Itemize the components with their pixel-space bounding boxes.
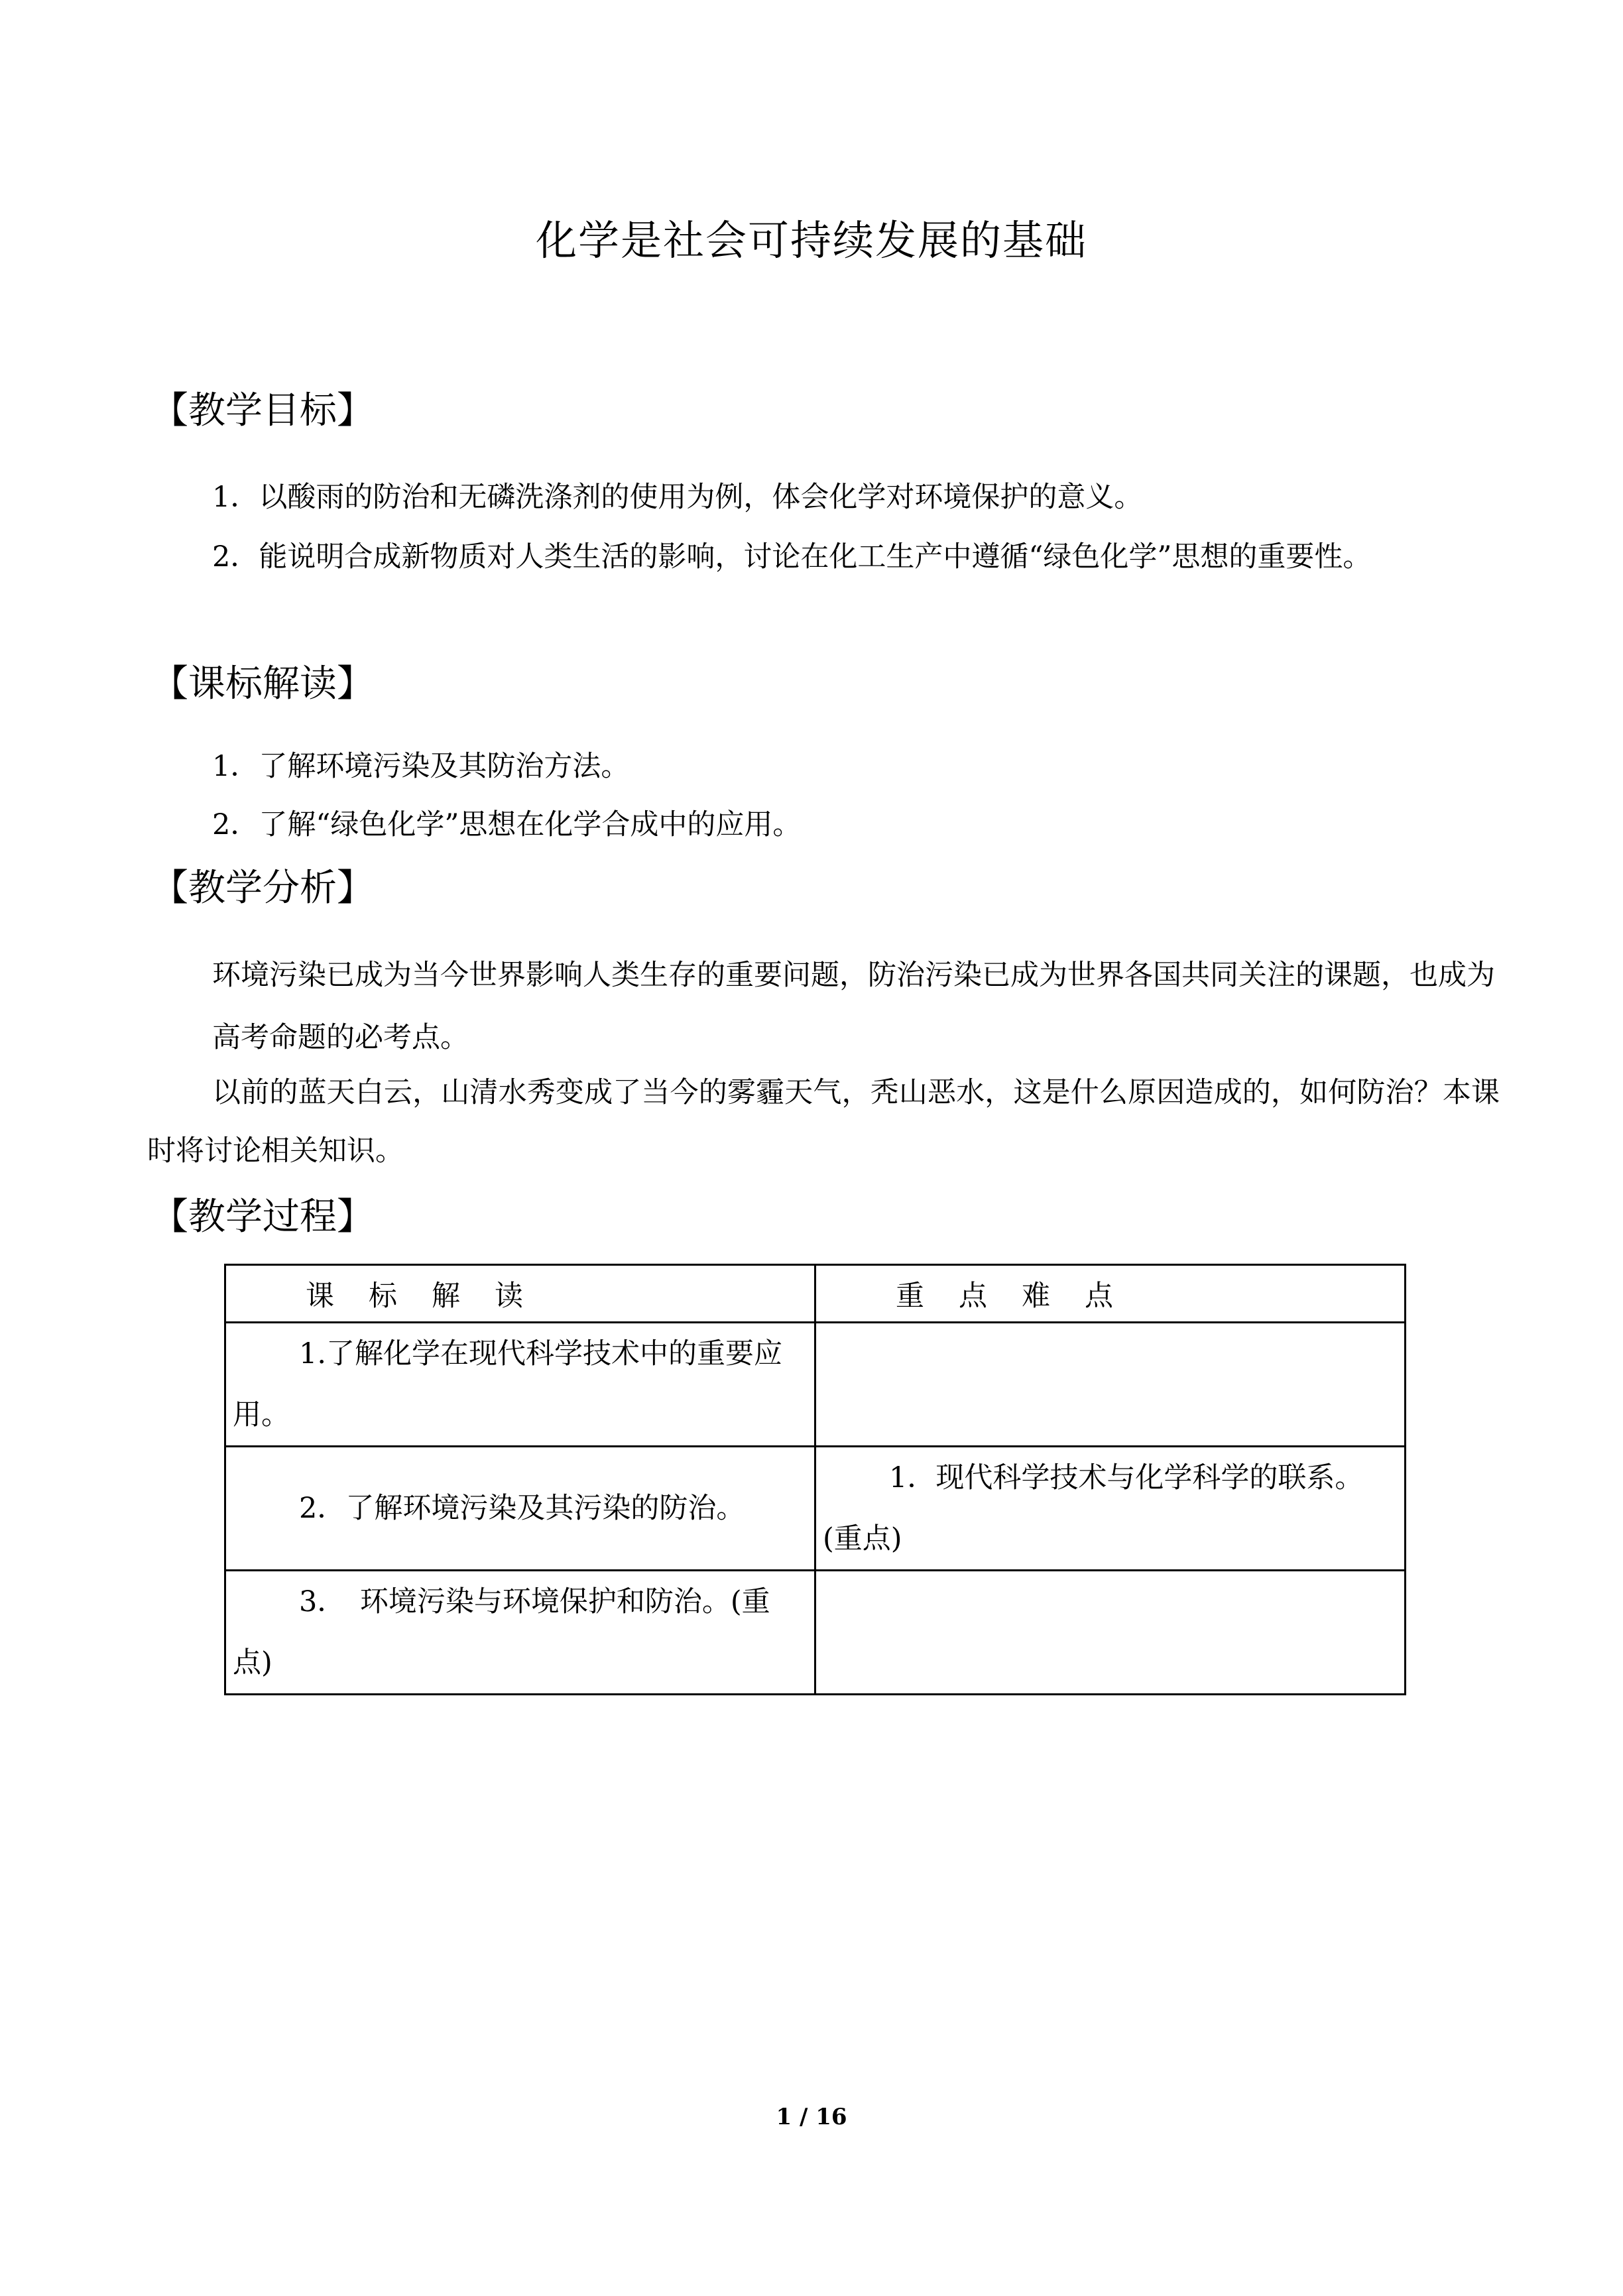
analysis-paragraph-2: 以前的蓝天白云，山清水秀变成了当今的雾霾天气，秃山恶水，这是什么原因造成的，如何防治？本课时将讨论相关知识。 [147,1076,1500,1168]
curriculum-item-2: 2．了解“绿色化学”思想在化学合成中的应用。 [212,808,802,841]
header-curriculum: 课标解读 [225,1265,815,1323]
table-cell-left: 2．了解环境污染及其污染的防治。 [225,1447,815,1571]
table-cell-right [815,1323,1406,1447]
table-row [225,1323,1406,1447]
page-number: 1 / 16 [776,2104,847,2130]
objective-item-1: 1．以酸雨的防治和无磷洗涤剂的使用为例，体会化学对环境保护的意义。 [212,481,1143,514]
analysis-paragraph-1: 环境污染已成为当今世界影响人类生存的重要问题，防治污染已成为世界各国共同关注的课题，也成为高考命题的必考点。 [212,959,1495,1054]
curriculum-item-1: 1．了解环境污染及其防治方法。 [212,750,630,783]
table-header-row [225,1265,1406,1323]
objective-item-2: 2．能说明合成新物质对人类生活的影响，讨论在化工生产中遵循“绿色化学”思想的重要性。 [212,540,1372,574]
document-title: 化学是社会可持续发展的基础 [535,216,1087,265]
table-row [225,1447,1406,1571]
section-heading-objectives: 【教学目标】 [151,389,374,432]
table-row [225,1571,1406,1695]
table-cell-right: 1．现代科学技术与化学科学的联系。(重点) [815,1447,1406,1571]
section-heading-process: 【教学过程】 [151,1195,374,1239]
header-key-points: 重点难点 [815,1265,1406,1323]
section-heading-analysis: 【教学分析】 [151,867,374,910]
table-cell-left: 1.了解化学在现代科学技术中的重要应用。 [225,1323,815,1447]
process-table [224,1264,1406,1695]
table-cell-right [815,1571,1406,1695]
table-cell-left: 3． 环境污染与环境保护和防治。(重点) [225,1571,815,1695]
section-heading-curriculum: 【课标解读】 [151,662,374,705]
